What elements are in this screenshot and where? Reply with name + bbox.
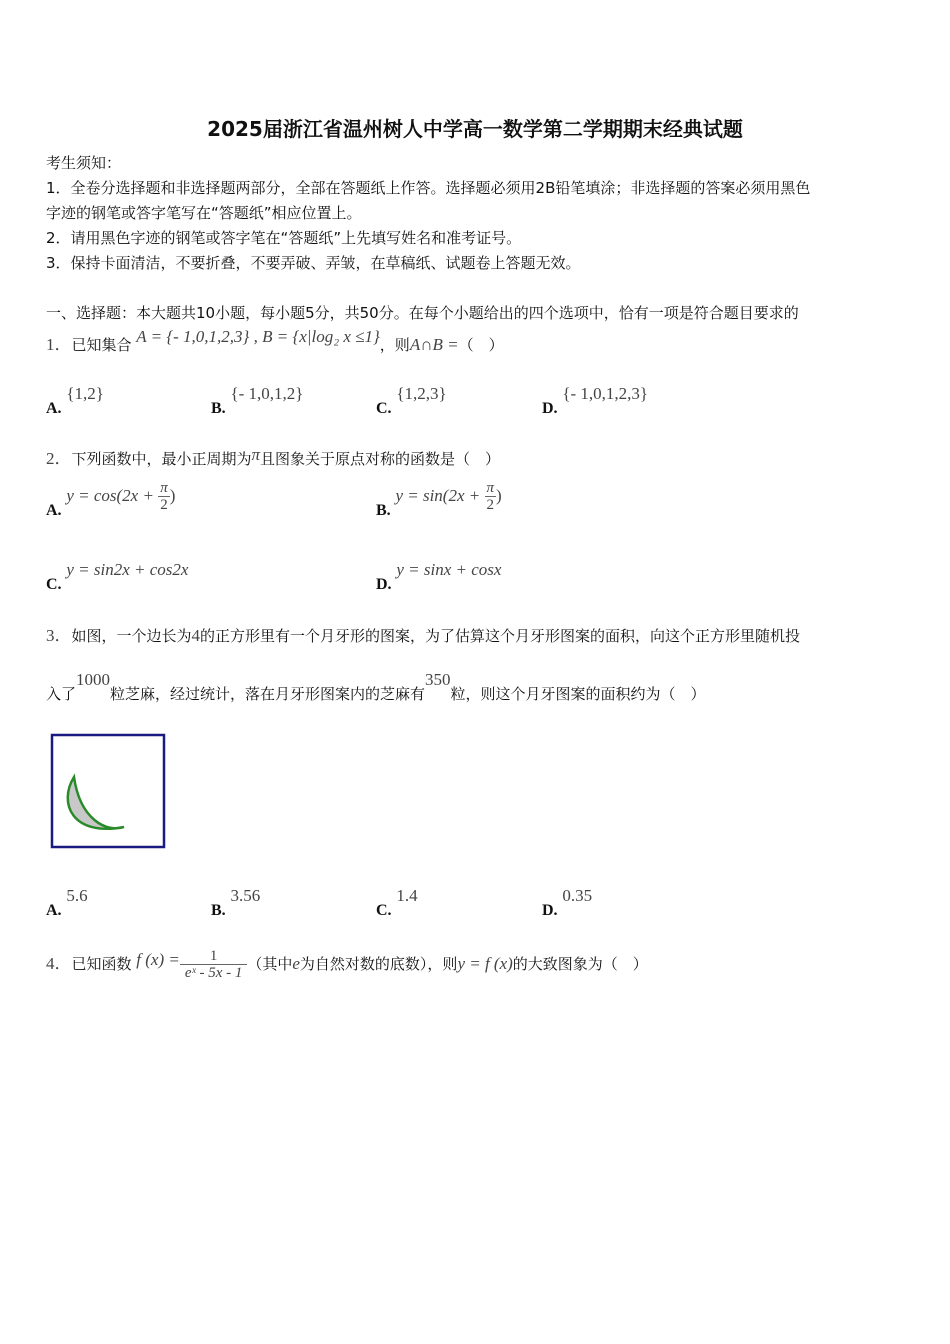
option-c[interactable]	[46, 560, 189, 593]
stem-text: 粒，则这个月牙图案的面积约为（ ）	[450, 685, 706, 703]
option-label: C.	[46, 576, 62, 593]
fraction-denominator: eˣ - 5x - 1	[184, 965, 243, 981]
question-number: 2．	[46, 449, 72, 468]
option-b[interactable]	[376, 480, 502, 519]
option-a[interactable]	[46, 384, 104, 417]
question-number: 3．	[46, 626, 72, 645]
stem-text: 已知集合	[71, 336, 132, 354]
fraction-numerator: π	[486, 480, 495, 496]
option-d[interactable]	[542, 384, 649, 417]
option-label: B.	[211, 400, 226, 417]
option-value: 3.56	[230, 886, 261, 905]
option-a[interactable]	[46, 480, 176, 519]
option-label: B.	[376, 502, 391, 519]
option-value: y = sin2x + cos2x	[66, 560, 189, 579]
math-expression: e	[292, 954, 300, 973]
stem-text: 下列函数中，最小正周期为	[71, 450, 252, 468]
option-value: {- 1,0,1,2}	[230, 384, 304, 403]
option-label: D.	[542, 400, 558, 417]
notice-line: 字迹的钢笔或答字笔写在“答题纸”相应位置上。	[46, 204, 362, 222]
option-value: {- 1,0,1,2,3}	[562, 384, 649, 403]
page-title: 2025届浙江省温州树人中学高一数学第二学期期末经典试题	[207, 117, 743, 141]
question-3-line-2	[46, 670, 706, 704]
question-number: 4．	[46, 954, 72, 973]
fraction-numerator: π	[160, 480, 168, 496]
option-label: C.	[376, 400, 392, 417]
option-a[interactable]	[46, 886, 88, 919]
option-label: A.	[46, 400, 62, 417]
notice-heading: 考生须知：	[46, 154, 122, 172]
option-d[interactable]	[542, 886, 593, 919]
option-label: D.	[542, 902, 558, 919]
math-expression: A∩B =	[409, 335, 459, 354]
question-2	[46, 444, 500, 469]
math-expression: 1000	[76, 670, 111, 689]
stem-text: 粒芝麻，经过统计，落在月牙形图案内的芝麻有	[110, 685, 426, 703]
option-value: 0.35	[562, 886, 593, 905]
math-expression: 350	[425, 670, 451, 689]
stem-text: 的大致图象为（ ）	[512, 955, 648, 973]
stem-text: （其中	[247, 955, 293, 973]
option-value: {1,2}	[66, 384, 104, 403]
question-4	[46, 948, 648, 981]
notice-line: 1．全卷分选择题和非选择题两部分，全部在答题纸上作答。选择题必须用2B铅笔填涂；非选择题的答案必须用黑色	[46, 179, 811, 197]
math-expression: y = f (x)	[457, 954, 513, 973]
fraction-numerator: 1	[180, 948, 248, 965]
option-c[interactable]	[376, 886, 418, 919]
stem-text: 的正方形里有一个月牙形的图案，为了估算这个月牙形图案的面积，向这个正方形里随机投	[200, 627, 801, 645]
stem-text: （ ）	[458, 336, 504, 354]
option-label: A.	[46, 902, 62, 919]
option-label: C.	[376, 902, 392, 919]
notice-line: 2．请用黑色字迹的钢笔或答字笔在“答题纸”上先填写姓名和准考证号。	[46, 229, 522, 247]
stem-text: 入了	[46, 685, 77, 703]
question-number: 1．	[46, 335, 72, 354]
math-expression: A = {- 1,0,1,2,3} , B = {x|log₂ x ≤1}	[136, 327, 380, 346]
section-heading: 一、选择题：本大题共10小题，每小题5分，共50分。在每个小题给出的四个选项中，恰有一项是符合题目要求的	[46, 304, 799, 322]
stem-text: ，则	[379, 336, 410, 354]
stem-text: 且图象关于原点对称的函数是（ ）	[260, 450, 501, 468]
option-value: y = sin(2x +	[395, 486, 485, 505]
paren: )	[169, 486, 176, 505]
math-expression: π	[251, 445, 261, 464]
option-value: y = cos(2x +	[66, 486, 159, 505]
option-value: y = sinx + cosx	[396, 560, 502, 579]
math-expression: 4	[191, 626, 201, 645]
option-value: {1,2,3}	[396, 384, 447, 403]
question-3-line-1	[46, 621, 800, 646]
crescent-figure	[50, 733, 168, 849]
paren: )	[496, 486, 502, 505]
math-expression: f (x) =	[136, 950, 180, 969]
stem-text: 已知函数	[71, 955, 132, 973]
option-label: A.	[46, 502, 62, 519]
option-label: D.	[376, 576, 392, 593]
fraction-denominator: 2	[486, 497, 494, 513]
option-b[interactable]	[211, 384, 304, 417]
option-d[interactable]	[376, 560, 502, 593]
stem-text: 如图，一个边长为	[71, 627, 192, 645]
notice-line: 3．保持卡面清洁，不要折叠，不要弄破、弄皱，在草稿纸、试题卷上答题无效。	[46, 254, 581, 272]
option-value: 5.6	[66, 886, 88, 905]
option-value: 1.4	[396, 886, 418, 905]
option-c[interactable]	[376, 384, 447, 417]
option-b[interactable]	[211, 886, 261, 919]
fraction-denominator: 2	[160, 497, 168, 513]
question-1	[46, 327, 504, 355]
stem-text: 为自然对数的底数），则	[299, 955, 458, 973]
option-label: B.	[211, 902, 226, 919]
